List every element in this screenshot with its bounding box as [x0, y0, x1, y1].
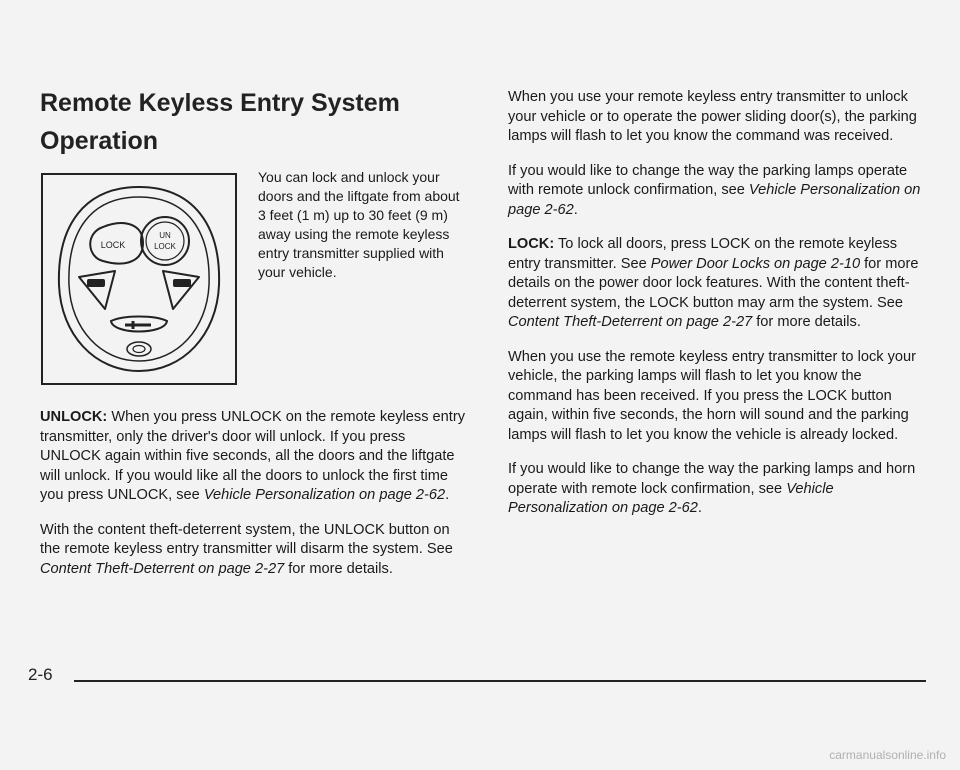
lock-reference-2: Content Theft-Deterrent on page 2-27 [508, 314, 753, 330]
lock-reference-1: Power Door Locks on page 2-10 [650, 255, 861, 272]
theft-text: With the content theft-deterrent system, the UNLOCK button on the remote keyless entry transmitter will disarm the system. See [40, 521, 453, 557]
right-column [508, 88, 926, 534]
unlock-text: When you press UNLOCK on the remote keyless entry transmitter, only the driver's door will unlock. If you press UNLOCK again within five seconds, all the doors and the liftgate will unlock. If you would like all the doors to unlock the first time you press UNLOCK, see [40, 409, 465, 503]
unlock-paragraph [40, 408, 470, 506]
theft-end: for more details. [284, 560, 393, 577]
fob-outline [59, 187, 219, 371]
unlock-keyword: UNLOCK: [40, 409, 108, 425]
watermark: carmanualsonline.info [829, 748, 946, 762]
lock-confirmation-paragraph: When you use the remote keyless entry transmitter to lock your vehicle, the parking lamps will flash to let you know the command has been received. If you press the LOCK button again, within five seconds, the horn will sound and the parking lamps will flash to let you know the vehicle is already locked. [508, 348, 916, 443]
lock-end: for more details. [752, 314, 861, 330]
change-unlock-text: If you would like to change the way the parking lamps operate with remote unlock confirmation, see [508, 162, 908, 198]
change-lock-text: If you would like to change the way the parking lamps and horn operate with remote lock confirmation, see [508, 461, 916, 497]
change-lock-paragraph [508, 460, 926, 519]
lock-text-1: To lock all doors, press LOCK on the remote keyless entry transmitter. See [508, 236, 898, 272]
lock-button-label: LOCK [100, 240, 126, 250]
change-unlock-reference: Vehicle Personalization on page 2-62 [508, 182, 921, 218]
unlock-button-label-bottom: LOCK [154, 242, 176, 251]
door-icon [87, 279, 105, 287]
unlock-button-label-top: UN [159, 231, 171, 240]
lock-paragraph [508, 235, 926, 333]
section-title: Remote Keyless Entry System Operation [40, 89, 400, 155]
door-icon [173, 279, 191, 287]
unlock-end: . [445, 487, 450, 503]
theft-deterrent-paragraph [40, 521, 470, 580]
lock-button [90, 223, 143, 263]
change-lock-end: . [697, 500, 702, 516]
right-door-button [163, 271, 199, 309]
change-unlock-end: . [573, 201, 578, 218]
left-column [40, 408, 470, 594]
change-unlock-paragraph [508, 162, 926, 221]
theft-reference: Content Theft-Deterrent on page 2-27 [40, 560, 285, 577]
page-number: 2-6 [28, 665, 53, 684]
liftgate-icon [125, 321, 151, 329]
liftgate-button [111, 317, 167, 332]
remote-transmitter-figure [41, 173, 237, 385]
left-door-button [79, 271, 115, 309]
lock-keyword: LOCK: [508, 236, 555, 252]
lock-text-2: for more details on the power door lock features. With the content theft-deterrent system, the LOCK button may arm the system. See [508, 255, 919, 311]
unlock-confirmation-paragraph: When you use your remote keyless entry transmitter to unlock your vehicle or to operate the power sliding door(s), the parking lamps will flash to let you know the command was received. [508, 89, 917, 144]
intro-paragraph: You can lock and unlock your doors and the liftgate from about 3 feet (1 m) up to 30 feet (9 m) away using the remote keyless entry transmitter supplied with your vehicle. [258, 169, 460, 280]
panic-button [127, 342, 151, 356]
unlock-button [141, 217, 189, 265]
key-fob-illustration [43, 175, 235, 383]
unlock-reference: Vehicle Personalization on page 2-62 [203, 487, 446, 503]
change-lock-reference: Vehicle Personalization on page 2-62 [508, 480, 834, 516]
footer-rule [74, 680, 926, 682]
